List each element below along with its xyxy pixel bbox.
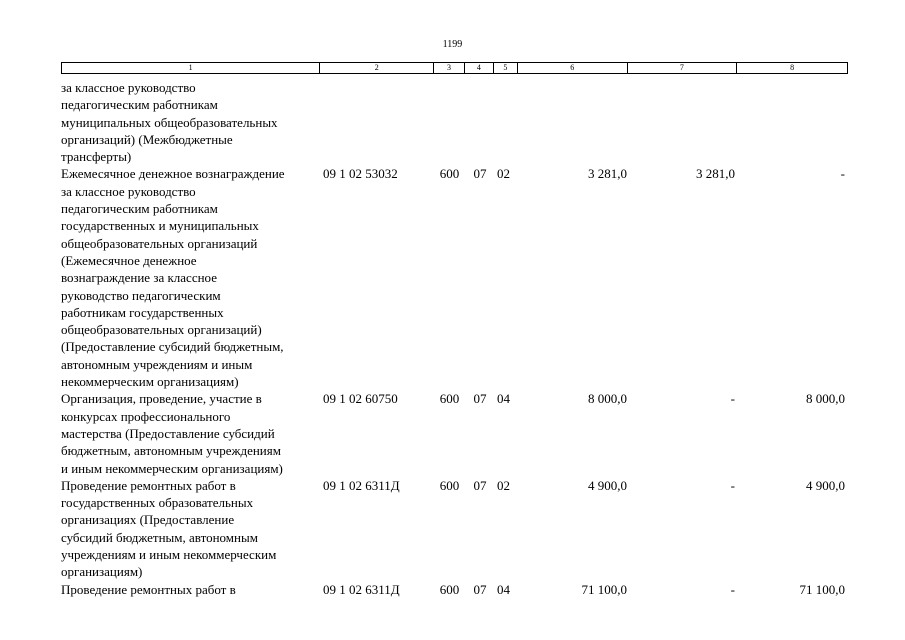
row-col-3: 600: [439, 581, 460, 597]
row-col-6: 4 900,0: [588, 477, 627, 493]
row-code: 09 1 02 6311Д: [323, 477, 400, 493]
row-col-5: 04: [497, 581, 510, 597]
row-col-7: 3 281,0: [696, 166, 735, 182]
header-col-5: 5: [494, 63, 518, 73]
row-description: Проведение ремонтных работ в государственных образовательных организациях (Предоставление субсидий бюджетным, автономным учреждениям и иным некоммерческим организациям): [61, 477, 277, 580]
table-body: [61, 79, 848, 598]
row-col-5: [495, 79, 525, 165]
row-code: 09 1 02 60750: [323, 391, 398, 407]
row-col-4: 07: [473, 581, 487, 597]
row-col-7: -: [730, 477, 735, 493]
row-col-3: 600: [439, 477, 460, 493]
row-col-5: 02: [497, 166, 510, 182]
page-number: 1199: [442, 39, 463, 50]
row-col-6: 3 281,0: [588, 166, 627, 182]
header-col-7: 7: [628, 63, 738, 73]
header-col-2: 2: [320, 63, 434, 73]
row-col-3: 600: [439, 391, 460, 407]
table-header: [61, 62, 848, 74]
row-col-4: 07: [473, 477, 487, 493]
row-col-6: [525, 79, 629, 165]
table-row: [61, 581, 848, 598]
row-col-4: [465, 79, 495, 165]
header-col-8: 8: [790, 63, 795, 72]
row-col-4: 07: [473, 166, 487, 182]
table-row: [61, 165, 848, 390]
row-col-3: 600: [439, 166, 460, 182]
table-row: [61, 79, 848, 165]
table-row: [61, 390, 848, 476]
row-col-4: 07: [473, 391, 487, 407]
row-col-8: 8 000,0: [806, 391, 845, 407]
row-col-7: [629, 79, 737, 165]
row-col-8: 71 100,0: [799, 581, 845, 597]
row-col-6: 8 000,0: [588, 391, 627, 407]
row-description: Ежемесячное денежное вознаграждение за классное руководство педагогическим работникам государственных и муниципальных общеобразовательных организаций (Ежемесячное денежное вознаграждение за классное руководство педагогическим работникам государственных общеобразовательных организаций) (Предоставление субсидий бюджетным, автономным учреждениям и иным некоммерческим организациям): [61, 166, 285, 390]
row-description: за классное руководство педагогическим работникам муниципальных общеобразовательных организаций) (Межбюджетные трансферты): [61, 80, 278, 165]
row-col-8: [737, 79, 848, 165]
header-col-3: 3: [434, 63, 465, 73]
row-col-3: [434, 79, 465, 165]
row-col-7: -: [730, 391, 735, 407]
row-col-5: 04: [497, 391, 510, 407]
table-row: [61, 477, 848, 581]
header-col-4: 4: [465, 63, 494, 73]
row-description: Организация, проведение, участие в конкурсах профессионального мастерства (Предоставление субсидий бюджетным, автономным учреждениям и иным некоммерческим организациям): [61, 391, 283, 476]
header-col-1: 1: [62, 63, 320, 73]
row-col-6: 71 100,0: [581, 581, 627, 597]
row-code: 09 1 02 6311Д: [323, 581, 400, 597]
row-col-8: -: [840, 166, 845, 182]
header-col-6: 6: [518, 63, 628, 73]
row-col-7: -: [730, 581, 735, 597]
row-code: [322, 79, 434, 165]
row-col-8: 4 900,0: [806, 477, 845, 493]
row-description: Проведение ремонтных работ в: [61, 581, 236, 597]
row-code: 09 1 02 53032: [323, 166, 398, 182]
row-col-5: 02: [497, 477, 510, 493]
